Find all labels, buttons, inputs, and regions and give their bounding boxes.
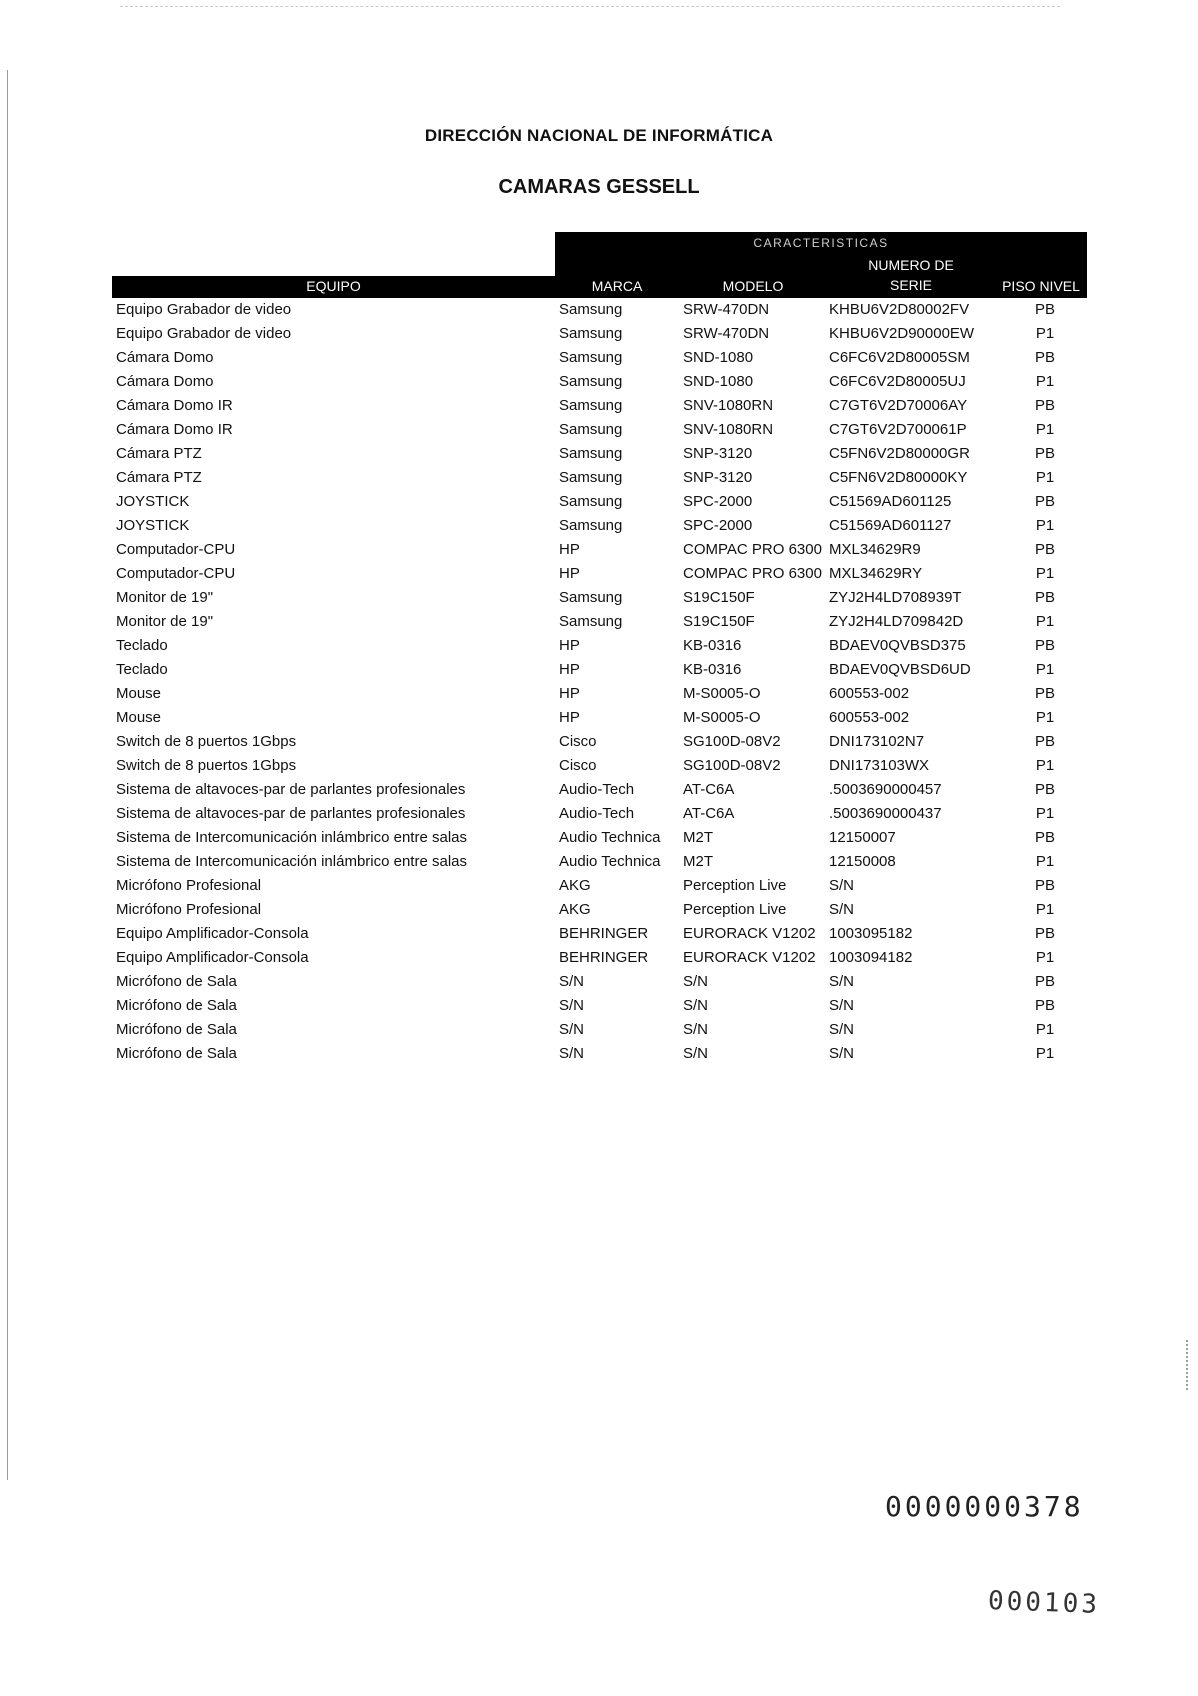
- cell-piso: P1: [1035, 757, 1055, 774]
- cell-serie: KHBU6V2D90000EW: [829, 325, 975, 342]
- cell-equipo: Cámara Domo: [116, 349, 214, 366]
- cell-serie: S/N: [829, 901, 855, 918]
- cell-piso: PB: [1034, 301, 1055, 318]
- cell-marca: HP: [559, 709, 580, 726]
- column-header-equipo: EQUIPO: [112, 276, 555, 298]
- cell-equipo: Equipo Grabador de video: [116, 301, 292, 318]
- cell-piso: PB: [1034, 781, 1055, 798]
- table-row: [112, 922, 1087, 946]
- cell-marca: Samsung: [559, 493, 623, 510]
- cell-modelo: S/N: [683, 997, 709, 1014]
- cell-marca: HP: [559, 541, 580, 558]
- cell-modelo: M-S0005-O: [683, 709, 761, 726]
- table-body: [112, 298, 1087, 1066]
- cell-modelo: SNP-3120: [683, 469, 753, 486]
- cell-serie: S/N: [829, 1045, 855, 1062]
- cell-marca: S/N: [559, 997, 585, 1014]
- table-row: [112, 754, 1087, 778]
- cell-modelo: SPC-2000: [683, 517, 753, 534]
- cell-piso: PB: [1034, 685, 1055, 702]
- cell-serie: .5003690000437: [829, 805, 942, 822]
- cell-serie: MXL34629R9: [829, 541, 921, 558]
- cell-serie: C5FN6V2D80000GR: [829, 445, 970, 462]
- cell-serie: MXL34629RY: [829, 565, 923, 582]
- cell-serie: C6FC6V2D80005UJ: [829, 373, 966, 390]
- cell-equipo: Monitor de 19": [116, 589, 214, 606]
- cell-marca: HP: [559, 637, 580, 654]
- cell-equipo: Monitor de 19": [116, 613, 214, 630]
- cell-piso: PB: [1034, 997, 1055, 1014]
- cell-serie: S/N: [829, 877, 855, 894]
- cell-modelo: S/N: [683, 1045, 709, 1062]
- cell-piso: P1: [1035, 1045, 1055, 1062]
- cell-modelo: M2T: [683, 853, 713, 870]
- cell-marca: S/N: [559, 973, 585, 990]
- cell-serie: DNI173103WX: [829, 757, 930, 774]
- table-row: [112, 658, 1087, 682]
- cell-modelo: SG100D-08V2: [683, 757, 781, 774]
- cell-modelo: COMPAC PRO 6300: [683, 565, 822, 582]
- cell-equipo: Switch de 8 puertos 1Gbps: [116, 733, 297, 750]
- cell-piso: P1: [1035, 517, 1055, 534]
- cell-equipo: Sistema de Intercomunicación inlámbrico entre salas: [116, 853, 467, 870]
- cell-piso: P1: [1035, 565, 1055, 582]
- table-row: [112, 826, 1087, 850]
- cell-piso: PB: [1034, 397, 1055, 414]
- cell-serie: C6FC6V2D80005SM: [829, 349, 970, 366]
- cell-piso: P1: [1035, 1021, 1055, 1038]
- cell-equipo: Micrófono de Sala: [116, 1021, 237, 1038]
- table-header: [112, 232, 1087, 298]
- column-header-marca: MARCA: [555, 254, 679, 298]
- table-row: [112, 346, 1087, 370]
- cell-modelo: SNV-1080RN: [683, 397, 774, 414]
- cell-serie: C51569AD601125: [829, 493, 952, 510]
- cell-serie: S/N: [829, 997, 855, 1014]
- table-row: [112, 490, 1087, 514]
- cell-equipo: Cámara PTZ: [116, 445, 202, 462]
- table-row: [112, 418, 1087, 442]
- cell-marca: BEHRINGER: [559, 949, 649, 966]
- table-row: [112, 466, 1087, 490]
- table-row: [112, 370, 1087, 394]
- cell-equipo: Equipo Grabador de video: [116, 325, 292, 342]
- cell-marca: Samsung: [559, 445, 623, 462]
- cell-piso: P1: [1035, 421, 1055, 438]
- table-row: [112, 394, 1087, 418]
- cell-piso: P1: [1035, 661, 1055, 678]
- cell-modelo: SND-1080: [683, 373, 754, 390]
- table-row: [112, 1042, 1087, 1066]
- folio-stamp: 000103: [987, 1586, 1101, 1620]
- cell-equipo: JOYSTICK: [116, 517, 190, 534]
- table-row: [112, 586, 1087, 610]
- cell-piso: PB: [1034, 637, 1055, 654]
- cell-marca: Samsung: [559, 589, 623, 606]
- cell-marca: Samsung: [559, 421, 623, 438]
- cell-modelo: KB-0316: [683, 637, 742, 654]
- cell-marca: Samsung: [559, 373, 623, 390]
- cell-modelo: SPC-2000: [683, 493, 753, 510]
- cell-marca: HP: [559, 565, 580, 582]
- cell-serie: C7GT6V2D70006AY: [829, 397, 968, 414]
- cell-serie: 12150007: [829, 829, 896, 846]
- cell-marca: AKG: [559, 877, 591, 894]
- table-row: [112, 634, 1087, 658]
- table-row: [112, 322, 1087, 346]
- cell-modelo: SNV-1080RN: [683, 421, 774, 438]
- cell-piso: PB: [1034, 877, 1055, 894]
- cell-marca: Audio-Tech: [559, 805, 635, 822]
- cell-modelo: COMPAC PRO 6300: [683, 541, 822, 558]
- table-row: [112, 850, 1087, 874]
- cell-modelo: S/N: [683, 1021, 709, 1038]
- cell-modelo: SRW-470DN: [683, 325, 770, 342]
- cell-modelo: SNP-3120: [683, 445, 753, 462]
- cell-serie: 12150008: [829, 853, 896, 870]
- cell-equipo: JOYSTICK: [116, 493, 190, 510]
- cell-modelo: EURORACK V1202: [683, 949, 816, 966]
- cell-equipo: Sistema de altavoces-par de parlantes profesionales: [116, 781, 466, 798]
- cell-equipo: Teclado: [116, 637, 168, 654]
- cell-modelo: M-S0005-O: [683, 685, 761, 702]
- cell-modelo: M2T: [683, 829, 713, 846]
- cell-modelo: EURORACK V1202: [683, 925, 816, 942]
- cell-equipo: Mouse: [116, 685, 162, 702]
- cell-equipo: Mouse: [116, 709, 162, 726]
- cell-equipo: Teclado: [116, 661, 168, 678]
- cell-marca: Cisco: [559, 733, 597, 750]
- column-header-serie: NUMERO DE SERIE: [827, 254, 995, 298]
- cell-serie: S/N: [829, 1021, 855, 1038]
- cell-equipo: Equipo Amplificador-Consola: [116, 949, 309, 966]
- table-row: [112, 1018, 1087, 1042]
- cell-marca: Cisco: [559, 757, 597, 774]
- cell-piso: P1: [1035, 949, 1055, 966]
- cell-equipo: Cámara Domo IR: [116, 421, 233, 438]
- column-header-modelo: MODELO: [679, 254, 827, 298]
- organization-title: DIRECCIÓN NACIONAL DE INFORMÁTICA: [424, 126, 774, 145]
- table-row: [112, 970, 1087, 994]
- cell-modelo: SRW-470DN: [683, 301, 770, 318]
- cell-marca: Audio Technica: [559, 829, 661, 846]
- cell-marca: S/N: [559, 1021, 585, 1038]
- cell-marca: Audio Technica: [559, 853, 661, 870]
- table-row: [112, 994, 1087, 1018]
- cell-piso: P1: [1035, 853, 1055, 870]
- cell-equipo: Micrófono Profesional: [116, 877, 262, 894]
- table-row: [112, 610, 1087, 634]
- cell-marca: Samsung: [559, 397, 623, 414]
- cell-piso: PB: [1034, 349, 1055, 366]
- cell-marca: HP: [559, 661, 580, 678]
- cell-piso: P1: [1035, 325, 1055, 342]
- cell-marca: Samsung: [559, 325, 623, 342]
- scan-right-artifact: [1186, 1340, 1190, 1390]
- cell-serie: BDAEV0QVBSD6UD: [829, 661, 971, 678]
- cell-equipo: Micrófono de Sala: [116, 973, 237, 990]
- cell-piso: P1: [1035, 469, 1055, 486]
- cell-piso: P1: [1035, 901, 1055, 918]
- cell-piso: PB: [1034, 589, 1055, 606]
- cell-serie: KHBU6V2D80002FV: [829, 301, 970, 318]
- cell-marca: AKG: [559, 901, 591, 918]
- cell-piso: PB: [1034, 445, 1055, 462]
- cell-serie: C7GT6V2D700061P: [829, 421, 967, 438]
- table-row: [112, 682, 1087, 706]
- cell-equipo: Sistema de Intercomunicación inlámbrico entre salas: [116, 829, 467, 846]
- table-row: [112, 946, 1087, 970]
- cell-modelo: Perception Live: [683, 877, 787, 894]
- cell-equipo: Switch de 8 puertos 1Gbps: [116, 757, 297, 774]
- cell-equipo: Cámara Domo: [116, 373, 214, 390]
- cell-marca: Samsung: [559, 301, 623, 318]
- column-header-piso: PISO NIVEL: [995, 254, 1087, 298]
- table-row: [112, 562, 1087, 586]
- cell-marca: Audio-Tech: [559, 781, 635, 798]
- cell-modelo: S/N: [683, 973, 709, 990]
- caracteristicas-group-header: CARACTERISTICAS: [555, 232, 1087, 254]
- cell-equipo: Equipo Amplificador-Consola: [116, 925, 309, 942]
- cell-marca: Samsung: [559, 469, 623, 486]
- cell-serie: 600553-002: [829, 709, 910, 726]
- cell-serie: ZYJ2H4LD708939T: [829, 589, 962, 606]
- table-row: [112, 802, 1087, 826]
- cell-serie: 600553-002: [829, 685, 910, 702]
- table-row: [112, 730, 1087, 754]
- cell-piso: PB: [1034, 829, 1055, 846]
- cell-marca: BEHRINGER: [559, 925, 649, 942]
- cell-modelo: SG100D-08V2: [683, 733, 781, 750]
- cell-serie: 1003094182: [829, 949, 913, 966]
- cell-equipo: Micrófono de Sala: [116, 1045, 237, 1062]
- document-title: CAMARAS GESSELL: [498, 176, 700, 198]
- cell-modelo: Perception Live: [683, 901, 787, 918]
- cell-piso: PB: [1034, 925, 1055, 942]
- cell-serie: .5003690000457: [829, 781, 942, 798]
- cell-piso: P1: [1035, 373, 1055, 390]
- cell-equipo: Micrófono de Sala: [116, 997, 237, 1014]
- cell-equipo: Cámara Domo IR: [116, 397, 233, 414]
- cell-marca: HP: [559, 685, 580, 702]
- cell-serie: 1003095182: [829, 925, 913, 942]
- cell-modelo: AT-C6A: [683, 781, 735, 798]
- cell-serie: BDAEV0QVBSD375: [829, 637, 966, 654]
- cell-piso: PB: [1034, 973, 1055, 990]
- cell-serie: DNI173102N7: [829, 733, 925, 750]
- cell-piso: P1: [1035, 805, 1055, 822]
- cell-modelo: AT-C6A: [683, 805, 735, 822]
- cell-marca: Samsung: [559, 517, 623, 534]
- table-row: [112, 778, 1087, 802]
- scan-left-edge: [7, 70, 8, 1480]
- table-row: [112, 538, 1087, 562]
- table-row: [112, 898, 1087, 922]
- cell-serie: S/N: [829, 973, 855, 990]
- cell-equipo: Computador-CPU: [116, 541, 236, 558]
- cell-equipo: Sistema de altavoces-par de parlantes profesionales: [116, 805, 466, 822]
- cell-modelo: S19C150F: [683, 613, 755, 630]
- cell-serie: C51569AD601127: [829, 517, 952, 534]
- cell-marca: S/N: [559, 1045, 585, 1062]
- cell-equipo: Cámara PTZ: [116, 469, 202, 486]
- cell-marca: Samsung: [559, 349, 623, 366]
- cell-piso: PB: [1034, 733, 1055, 750]
- cell-equipo: Micrófono Profesional: [116, 901, 262, 918]
- cell-equipo: Computador-CPU: [116, 565, 236, 582]
- cell-piso: PB: [1034, 541, 1055, 558]
- table-row: [112, 874, 1087, 898]
- cell-modelo: SND-1080: [683, 349, 754, 366]
- table-row: [112, 514, 1087, 538]
- cell-piso: P1: [1035, 613, 1055, 630]
- table-row: [112, 706, 1087, 730]
- scan-top-artifact: [120, 0, 1060, 7]
- equipment-table: [112, 232, 1087, 1066]
- cell-marca: Samsung: [559, 613, 623, 630]
- table-row: [112, 298, 1087, 322]
- table-row: [112, 442, 1087, 466]
- cell-modelo: KB-0316: [683, 661, 742, 678]
- page-number-stamp: 0000000378: [885, 1490, 1084, 1523]
- cell-piso: P1: [1035, 709, 1055, 726]
- cell-modelo: S19C150F: [683, 589, 755, 606]
- cell-serie: C5FN6V2D80000KY: [829, 469, 968, 486]
- cell-piso: PB: [1034, 493, 1055, 510]
- column-header-row: [112, 254, 1087, 298]
- cell-serie: ZYJ2H4LD709842D: [829, 613, 964, 630]
